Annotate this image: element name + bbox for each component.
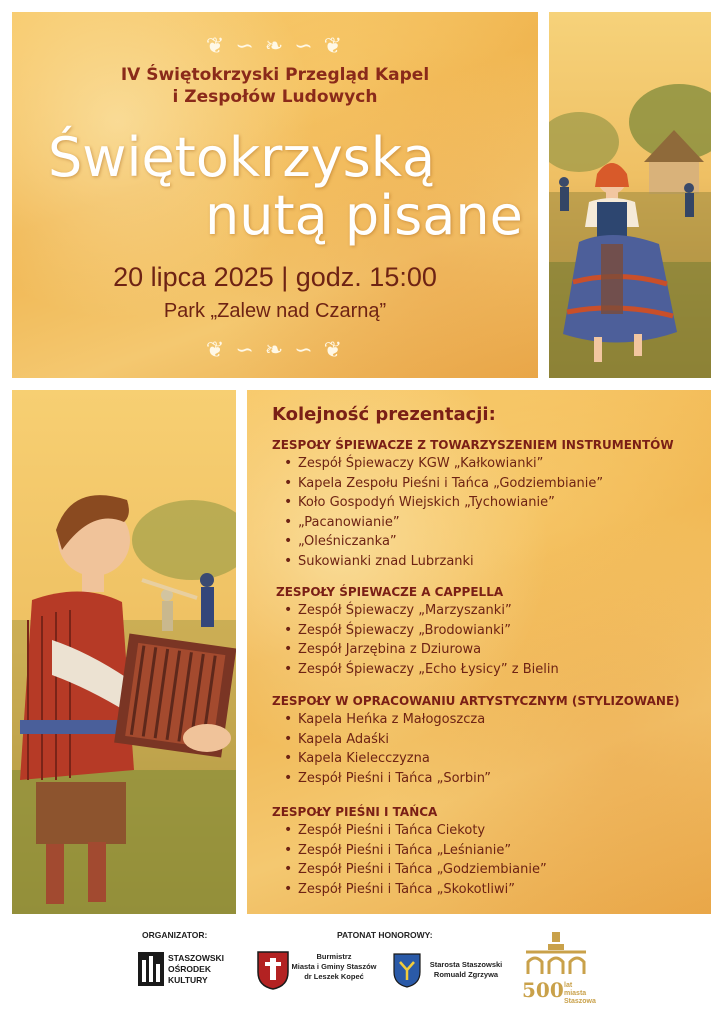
list-item: • Sukowianki znad Lubrzanki [298,552,702,572]
patron1-line3: dr Leszek Kopeć [304,972,364,981]
accordion-boy-painting [12,390,236,914]
list-item: • Zespół Pieśni i Tańca „Leśnianie” [298,841,702,861]
dancing-girl-painting [549,12,711,378]
list-item: • Kapela Heńka z Małogoszcza [298,710,702,730]
list-item: • Zespół Śpiewaczy KGW „Kałkowianki” [298,454,702,474]
town-hall-arches-icon [522,930,590,976]
jubilee-number: 500 [522,978,564,1002]
top-ornament: ❦ ∽ ❧ ∽ ❦ [205,34,345,59]
footer [0,918,724,1024]
program-section-3 [272,692,702,788]
patron2-text [424,960,508,980]
section-title: ZESPOŁY PIEŚNI I TAŃCA [272,805,438,819]
organizer-name-line2: OŚRODEK [168,964,211,974]
list-item: • Zespół Jarzębina z Dziurowa [298,640,706,660]
jubilee-text-line2: Staszowa [564,998,596,1005]
sok-logo [138,952,225,988]
list-item: • Kapela Adaśki [298,730,702,750]
list-item: • „Oleśniczanka” [298,532,702,552]
list-item: • Zespół Pieśni i Tańca Ciekoty [298,821,702,841]
list-item: • Zespół Śpiewaczy „Echo Łysicy” z Bielin [298,660,706,680]
patron2-line2: Romuald Zgrzywa [433,970,499,979]
jubilee-logo [520,930,596,1010]
county-coat-of-arms-icon [392,952,422,988]
list-item: • Zespół Śpiewaczy „Brodowianki” [298,621,706,641]
section-list [272,454,702,571]
event-place: Park „Zalew nad Czarną” [163,300,387,322]
program-section-4 [272,803,702,899]
patron1-line1: Burmistrz [316,952,352,961]
section-list [272,710,702,788]
organizer-label: ORGANIZATOR: [142,930,208,940]
section-list [272,821,702,899]
list-item: • Zespół Pieśni i Tańca „Sorbin” [298,769,702,789]
section-title: ZESPOŁY ŚPIEWACZE Z TOWARZYSZENIEM INSTRUMENTÓW [272,438,674,452]
list-item: • Koło Gospodyń Wiejskich „Tychowianie” [298,493,702,513]
event-title-line2: nutą pisane [205,184,523,247]
list-item: • Kapela Zespołu Pieśni i Tańca „Godziembianie” [298,474,702,494]
sok-logo-icon [138,952,164,986]
list-item: • Zespół Pieśni i Tańca „Godziembianie” [298,860,702,880]
list-item: • Zespół Śpiewaczy „Marzyszanki” [298,601,706,621]
dancing-girl-illustration [549,12,711,378]
list-item: • „Pacanowianie” [298,513,702,533]
patron-label: PATONAT HONOROWY: [337,930,433,940]
section-title: ZESPOŁY W OPRACOWANIU ARTYSTYCZNYM (STYLIZOWANE) [272,694,680,708]
title-panel [12,12,538,378]
patron2-line1: Starosta Staszowski [429,960,503,969]
section-title: ZESPOŁY ŚPIEWACZE A CAPPELLA [276,585,504,599]
list-item: • Kapela Kielecczyzna [298,749,702,769]
program-panel [247,390,711,914]
event-subtitle-line2: i Zespołów Ludowych [172,87,378,107]
organizer-name-line1: STASZOWSKI [168,953,225,963]
program-section-2 [276,583,706,679]
bottom-ornament: ❦ ∽ ❧ ∽ ❦ [205,338,345,363]
event-title-line1: Świętokrzyską [48,126,436,189]
accordion-boy-illustration [12,390,236,914]
section-list [276,601,706,679]
event-date: 20 lipca 2025 | godz. 15:00 [113,262,437,292]
patron1-line2: Miasta i Gminy Staszów [291,962,377,971]
program-section-1 [272,436,702,571]
list-item: • Zespół Pieśni i Tańca „Skokotliwi” [298,880,702,900]
program-heading: Kolejność prezentacji: [272,404,496,425]
organizer-name-line3: KULTURY [168,975,208,985]
patron1-text [284,952,384,982]
event-subtitle-line1: IV Świętokrzyski Przegląd Kapel [120,65,430,85]
jubilee-text-line1: lat miasta [564,982,587,997]
